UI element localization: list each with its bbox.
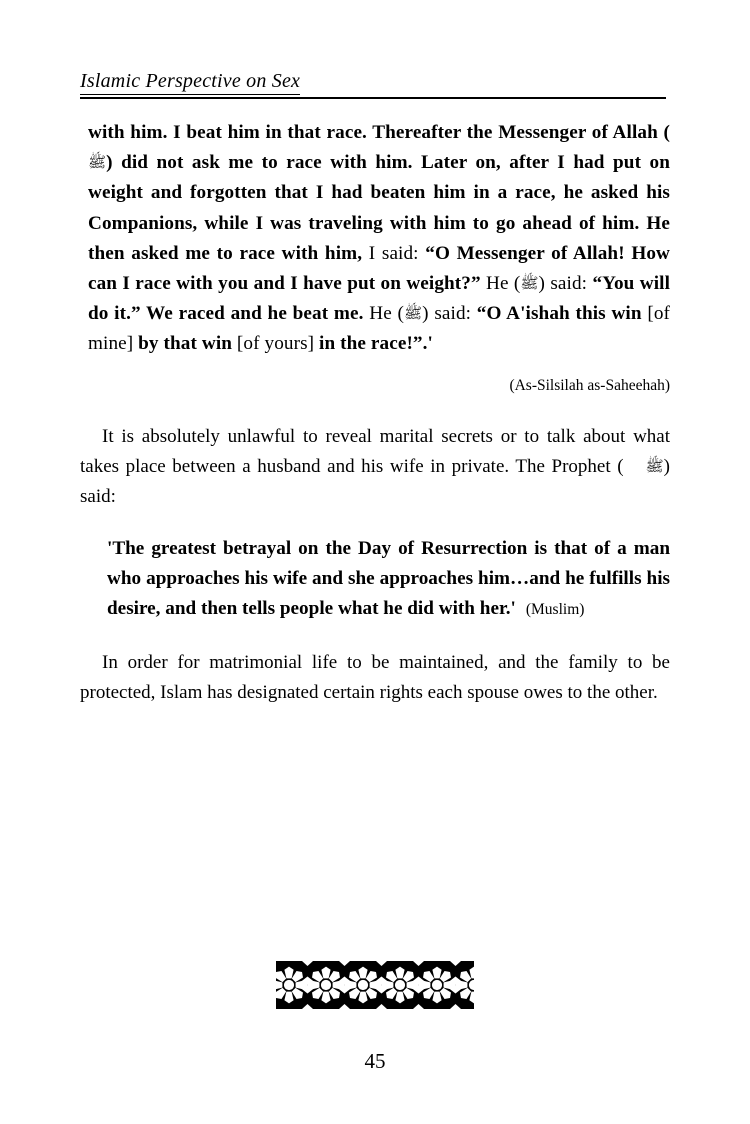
page-number: 45: [364, 1049, 386, 1073]
text-run: He (: [480, 273, 521, 295]
running-header: [80, 70, 666, 99]
body-paragraph-two: In order for matrimonial life to be maintained, and the family to be protected, Islam has designated certain rights each spouse owes to the other.: [80, 651, 670, 703]
islamic-geometric-divider-icon: [276, 961, 474, 1009]
body-paragraph-one: [80, 422, 670, 512]
text-run: “O Messenger of Allah! How can I race with you and I have put on weight?”: [88, 242, 670, 295]
text-run: He (: [363, 303, 405, 325]
text-run: [of mine]: [88, 303, 671, 355]
text-run: ) said:: [422, 303, 477, 325]
text-run: [of yours]: [232, 333, 320, 355]
honorific-glyph-icon: ﷺ: [520, 274, 539, 293]
narration-quote-block: [88, 118, 670, 360]
hadith-quote-text: 'The greatest betrayal on the Day of Resurrection is that of a man who approaches his wife and she approaches him…and he fulfills his desire, and then tells people what he did with her.': [107, 537, 670, 620]
hadith-quote-block: [107, 534, 670, 626]
page-content: [80, 118, 670, 708]
text-run: ) said:: [538, 273, 593, 295]
honorific-glyph-icon: ﷺ: [645, 456, 664, 475]
honorific-glyph-icon: ﷺ: [88, 153, 107, 172]
text-run: ) did not ask me to race with him. Later on, after I had put on weight and forgotten that I had beaten him in a race, he asked his Companions, while I was traveling with him to go ahead of him. He then asked me to race with him,: [88, 152, 670, 264]
text-run: by that win: [138, 333, 233, 355]
ornament-divider: [276, 961, 474, 1009]
text-run: “O A'ishah this win: [476, 303, 642, 325]
hadith-source: (Muslim): [525, 601, 585, 619]
header-title: Islamic Perspective on Sex: [80, 70, 300, 95]
narration-source-attribution: (As-Silsilah as-Saheehah): [509, 376, 670, 394]
text-run: ) said:: [80, 455, 670, 507]
text-run: I said:: [362, 242, 426, 264]
honorific-glyph-icon: ﷺ: [404, 304, 423, 323]
text-run: “You will do it.” We raced and he beat me.: [88, 273, 671, 325]
text-run: in the race!”.': [319, 333, 433, 355]
header-rule: [80, 97, 666, 99]
text-run: It is absolutely unlawful to reveal marital secrets or to talk about what takes place between a husband and his wife in private. The Prophet (: [80, 425, 670, 477]
text-run: with him. I beat him in that race. Thereafter the Messenger of Allah (: [88, 122, 670, 143]
